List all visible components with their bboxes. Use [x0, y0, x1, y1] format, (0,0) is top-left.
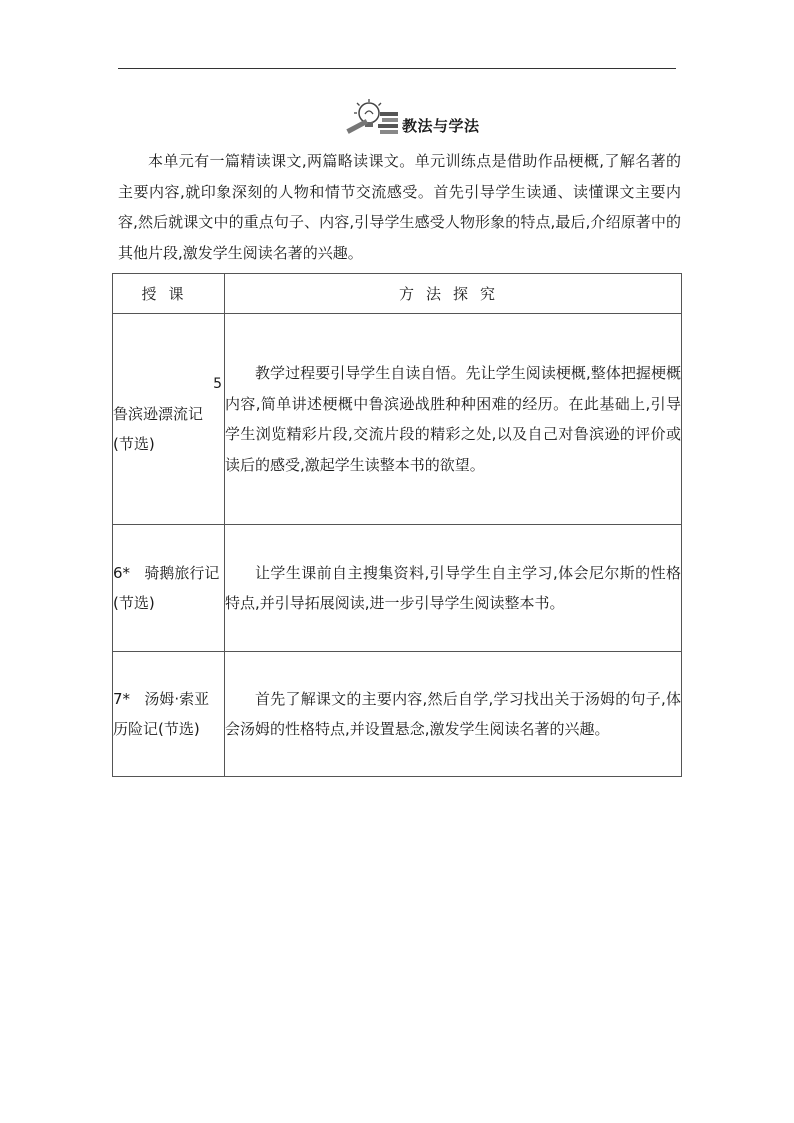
method-cell: 让学生课前自主搜集资料,引导学生自主学习,体会尼尔斯的性格特点,并引导拓展阅读,进一步引导学生阅读整本书。: [225, 525, 682, 652]
table-header-row: [113, 274, 682, 314]
table-row: [113, 314, 682, 525]
lesson-title-cell: [113, 525, 225, 652]
lesson-title-line: (节选): [113, 594, 155, 612]
lesson-title-line: [113, 684, 224, 715]
header-method: 方法探究: [225, 274, 682, 314]
lesson-title-line: [113, 558, 224, 589]
table-row: [113, 525, 682, 652]
intro-paragraph: 本单元有一篇精读课文,两篇略读课文。单元训练点是借助作品梗概,了解名著的主要内容,就印象深刻的人物和情节交流感受。首先引导学生读通、读懂课文主要内容,然后就课文中的重点句子、内容,引导学生感受人物形象的特点,最后,介绍原著中的其他片段,激发学生阅读名著的兴趣。: [118, 152, 681, 262]
lesson-title-text: 汤姆·索亚: [144, 689, 210, 708]
lesson-table: [112, 273, 682, 777]
lesson-title: [113, 558, 224, 619]
table-row: [113, 652, 682, 777]
lesson-title: [113, 379, 224, 460]
section-heading: [342, 98, 480, 138]
section-title: 教法与学法: [402, 117, 480, 135]
lesson-title-text: 骑鹅旅行记: [144, 563, 220, 582]
method-cell: 首先了解课文的主要内容,然后自学,学习找出关于汤姆的句子,体会汤姆的性格特点,并设置悬念,激发学生阅读名著的兴趣。: [225, 652, 682, 777]
lesson-number: 5: [213, 376, 222, 392]
top-rule: [118, 68, 676, 69]
lesson-number: 6*: [113, 563, 131, 582]
lesson-number: 7*: [113, 689, 131, 708]
lesson-title-line: 历险记(节选): [113, 720, 200, 738]
lightbulb-books-icon: [342, 98, 400, 138]
lesson-title: [113, 684, 224, 745]
lesson-title-line: (节选): [113, 435, 155, 453]
method-cell: 教学过程要引导学生自读自悟。先让学生阅读梗概,整体把握梗概内容,简单讲述梗概中鲁滨逊战胜种种困难的经历。在此基础上,引导学生浏览精彩片段,交流片段的精彩之处,以及自己对鲁滨逊的评价或读后的感受,激起学生读整本书的欲望。: [225, 314, 682, 525]
lesson-title-cell: [113, 314, 225, 525]
header-lesson: 授课: [113, 274, 225, 314]
lesson-title-cell: [113, 652, 225, 777]
lesson-title-line: 鲁滨逊漂流记: [113, 404, 204, 423]
